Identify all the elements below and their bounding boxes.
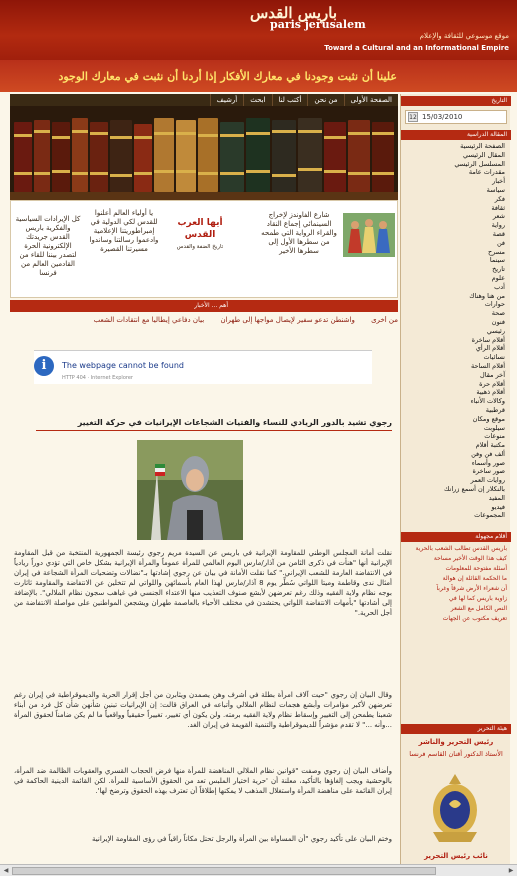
sidebar-category-item[interactable]: أخبار	[492, 177, 505, 186]
sidebar-category-item[interactable]: المجموعات	[474, 511, 505, 520]
feature-appeal[interactable]: يا أولياء العالم أعلنوا للقدس لكي الدولية في إمبراطوريتنا الإعلامية وادعموا رسالتنا وساندوا مسيرتنا القصيرة	[89, 209, 159, 253]
sidebar-category-item[interactable]: صحة	[491, 309, 505, 318]
article-paragraph: نقلت أمانة المجلس الوطني للمقاومة الإيرانية في باريس عن السيدة مريم رجوي رئيسة الجمهورية المنتخبة من قبل المقاومة الإيرانية أنها "هنأت في ذكرى الثامن من آذار/مارس اليوم العالمي للمرأة عموماً والمرأة الإيرانية بشكل خاص التي تؤدي دوراً ريادياً في الانتفاضة العارمة للشعب الإيراني." كما نقلت الأمانة في بيان عن رجوي إشادتها بـ"نضالات وتضحيات المرأة الشجاعة في إيران أمثال ندى وقاطمة وميتا اللواتي سُطِّر يوم 8 آذار/مارس لهذا العام بأسمائهن واللواتي لم تتخلين عن الانتفاضة والمقاومة ثاثارت بوجه نظام ولاية الفقيه وذلك رغم تعرضهن لأبشع صنوف التعذيب منها الاعتداء الجنسي في غياهب سجون نظام الملالي". بالإضافة إلى أشادتها "بأمهات الانتفاضة اللواتي يحتشدن في مختلف الأحياء بالعاصمة طهران ويشجعن المواطنين على مواصلة الانتفاضة من أجل الحرية."	[14, 549, 393, 617]
sidebar-category-item[interactable]: روايات العمر	[470, 476, 505, 485]
sidebar-category-item[interactable]: صور وأسماء	[471, 458, 505, 467]
ticker-item[interactable]: من أخرى	[371, 316, 398, 324]
article-paragraph: وقال البيان إن رجوي "حيت آلاف امرأة بطلة في أشرف وهن يصمدن ويثابرن من أجل إقرار الحرية والديموقراطية في إيران رغم تعرضهن لأكبر مؤامرات وأبشع هجمات لنظام الملالي وأتباعه في العراق قالت: إن الإيرانيات تبنين شأنهن شأن كل فرد من أبناء شعبنا يطمحن إلى التغيير وإسقاط نظام ولاية الفقيه برمته. ولن يكون أي تغيير، تغييراً حقيقياً وواقعياً ما لم يكن ضامناً لحقوق المرأة ...وأنه ..." لا تقدم مؤشراً للديموقراطية والتنمية القويمة في إيران الغد.	[14, 691, 392, 729]
right-sidebar	[400, 94, 510, 864]
date-section-head: التاريخ	[401, 96, 511, 106]
mini-section-head: أقلام مجهولة	[401, 532, 511, 542]
feature-arabs-quds[interactable]: أيها العرب القدس	[177, 218, 223, 240]
sidebar-category-item[interactable]: سينما	[489, 256, 505, 265]
news-ticker	[10, 316, 398, 330]
slogan-bar	[0, 60, 517, 92]
sidebar-category-item[interactable]: مقدرات عامة	[468, 168, 505, 177]
nav-write[interactable]: أكتب لنا	[272, 94, 308, 106]
sidebar-category-item[interactable]: سيلوبت	[483, 423, 505, 432]
current-date: 15/03/2010	[422, 113, 463, 121]
top-nav	[10, 94, 398, 106]
sidebar-category-item[interactable]: موقع ومكان	[472, 414, 505, 423]
feature-film[interactable]: شارع الفاوندز لإخراج السينمائي إجماع النقاد والقراء الرواية التي طمحه من سطرها الأول إلى سطرها الأخير	[261, 211, 337, 255]
tagline-english: Toward a Cultural and an Informational Empire	[324, 44, 509, 52]
date-display	[405, 110, 507, 124]
editor-name: الأستاذ الدكتور أقنان القاسم فرنسا	[409, 750, 503, 758]
ticker-item[interactable]: بيان دفاعي إيطاليا مع انتقادات الشعب	[93, 316, 205, 324]
books-banner	[10, 106, 398, 200]
mini-article-link[interactable]: أسئلة مفتوحة للمعلومات	[445, 565, 507, 572]
article-title[interactable]: رجوي تشيد بالدور الريادي للنساء والفتيات الشجاعات الإيرانيات في حركة التغيير	[77, 418, 392, 427]
ticker-item[interactable]: واشنطن تدعو سفير لإيصال مواجها إلى طهران	[220, 316, 355, 324]
sidebar-category-item[interactable]: صور ساخرة	[472, 467, 505, 476]
sidebar-category-item[interactable]: من هنا وهناك	[469, 291, 505, 300]
sidebar-category-item[interactable]: الصفحة الرئيسية	[460, 142, 505, 150]
sidebar-category-item[interactable]: قرطبية	[485, 405, 505, 414]
sidebar-category-item[interactable]: حوارات	[484, 300, 505, 309]
sections-head: المقالة الدراسية	[401, 130, 511, 140]
error-message: The webpage cannot be found	[62, 361, 184, 370]
sidebar-category-item[interactable]: مكتبة أقلام	[475, 441, 505, 450]
sidebar-category-item[interactable]: منوعات	[484, 432, 505, 441]
mini-article-link[interactable]: ما الحكمة القائلة إن هوالة	[442, 575, 507, 582]
feature-paris-quds[interactable]: كل الإيرادات السياسية والفكرية باريس القدس جريدتك الإلكترونية الحرة لتصدر بيننا للقاء من القادمين العالم من فرنسا	[15, 215, 81, 277]
editor-section-head: هيئة التحرير	[401, 724, 511, 734]
mini-article-link[interactable]: أن شعراء الأرض شرقاً وغرباً	[436, 585, 507, 592]
nav-about[interactable]: من نحن	[307, 94, 343, 106]
logo-english[interactable]: paris jerusalem	[270, 18, 366, 31]
sidebar-category-item[interactable]: آخر مقال	[480, 370, 505, 379]
mini-article-link[interactable]: زاوية باريس كما لها في	[448, 595, 507, 602]
nav-search[interactable]: ابحث	[243, 94, 271, 106]
title-divider	[36, 430, 392, 431]
mini-article-link[interactable]: باريس القدس تطالب الشعب بالحرية	[415, 545, 507, 552]
category-list	[401, 142, 511, 520]
sidebar-category-item[interactable]: سياسة	[486, 185, 505, 194]
sidebar-category-item[interactable]: أقلام ذهبية	[476, 388, 505, 397]
dancers-image[interactable]	[343, 213, 395, 257]
mini-article-link[interactable]: كيف هذا الوقت الأخير مساحة	[433, 555, 507, 562]
sidebar-category-item[interactable]: أقلام الساحة	[471, 361, 505, 370]
sidebar-category-item[interactable]: المقال الرئيسي	[463, 150, 505, 159]
sidebar-category-item[interactable]: المسلسل الرئيسي	[454, 159, 505, 168]
sidebar-category-item[interactable]: وكالات الأنباء	[470, 397, 505, 406]
deputy-editor-label: نائب رئيس التحرير	[424, 852, 488, 860]
article-paragraph: وأضاف البيان إن رجوي وصفت "قوانين نظام الملالي المناهضة للمرأة منها فرض الحجاب القسري والعقوبات الظالمة ضد المرأة، بالوحشية ويجب إلغاؤها بالتأكيد، معلنة أن 'حرية اختيار الملبس تعد من الحقوق الأساسية للمرأة. لكن القائمة الدينية الحاكمة في إيران القائمة على مناهضة المرأة واستغلال المذهب لا يمكنها إطلاقاً أن تعترف بهذه الحقوق وترضخ لها'.	[14, 767, 392, 795]
sidebar-category-item[interactable]: شعر	[492, 212, 505, 221]
sidebar-category-item[interactable]: فكر	[494, 194, 505, 203]
sidebar-category-item[interactable]: ثقافة	[491, 203, 505, 212]
calendar-icon: 12	[409, 114, 417, 121]
sidebar-category-item[interactable]: ألف فن وفن	[471, 449, 505, 458]
sidebar-category-item[interactable]: أدب	[494, 282, 505, 291]
site-slogan: علينا أن نثبت وجودنا في معارك الأفكار إذا أردنا أن نثبت في معارك الوجود	[58, 70, 397, 83]
scroll-left-icon[interactable]: ◀	[3, 867, 9, 874]
article-paragraph: وختم البيان على تأكيد رجوي "أن المساواة بين المرأة والرجل تحتل مكاناً راقياً في رؤى المقاومة الإيرانية	[92, 835, 392, 843]
sidebar-category-item[interactable]: قصة	[492, 229, 505, 238]
logo-arabic[interactable]: باريس القدس	[250, 4, 338, 22]
embedded-frame-error	[34, 350, 372, 384]
sidebar-category-item[interactable]: بالنكلار إن أسمع زرانك	[444, 485, 505, 494]
sidebar-category-item[interactable]: مسرح	[487, 247, 505, 256]
scroll-thumb[interactable]	[12, 867, 436, 875]
nav-home[interactable]: الصفحة الأولى	[344, 94, 398, 106]
sidebar-category-item[interactable]: أقلام الرأي	[475, 344, 505, 353]
nav-archive[interactable]: أرشيف	[210, 94, 244, 106]
scroll-right-icon[interactable]: ▶	[508, 867, 514, 874]
sidebar-category-item[interactable]: تاريخ	[492, 265, 505, 274]
sidebar-category-item[interactable]: أقلام حرة	[479, 379, 505, 388]
sidebar-category-item[interactable]: فنون	[491, 317, 505, 326]
site-header	[0, 0, 517, 60]
sidebar-category-item[interactable]: فيديو	[491, 502, 505, 511]
news-ticker-head: أهم ... الأخبار	[10, 300, 398, 312]
info-icon: i	[34, 356, 54, 376]
mini-article-link[interactable]: النص الكامل مع الشعر	[450, 605, 507, 612]
feature-arabs-quds-sub: تاريخ الضفة والقدس	[176, 244, 224, 250]
sidebar-category-item[interactable]: رواية	[491, 221, 505, 230]
horizontal-scrollbar[interactable]	[0, 864, 517, 876]
feature-strip	[10, 200, 398, 298]
sidebar-category-item[interactable]: أقلام ساخرة	[471, 335, 505, 344]
sidebar-category-item[interactable]: رئيسي	[486, 326, 505, 335]
article-photo	[137, 440, 243, 540]
sidebar-category-item[interactable]: المفيد	[488, 493, 505, 502]
editor-title: رئيس التحرير والناشر	[418, 738, 494, 746]
sidebar-category-item[interactable]: علوم	[491, 273, 505, 282]
tagline-arabic: موقع موسوعي للثقافة والإعلام	[419, 32, 509, 40]
sidebar-category-item[interactable]: نسائيات	[483, 353, 505, 362]
sidebar-category-item[interactable]: فن	[496, 238, 505, 247]
mini-article-list	[405, 544, 507, 624]
mini-article-link[interactable]: تعريف مكتوب عن الجهات	[442, 615, 507, 622]
emblem-icon	[425, 770, 485, 846]
error-subtext: HTTP 404 · Internet Explorer	[62, 375, 133, 381]
